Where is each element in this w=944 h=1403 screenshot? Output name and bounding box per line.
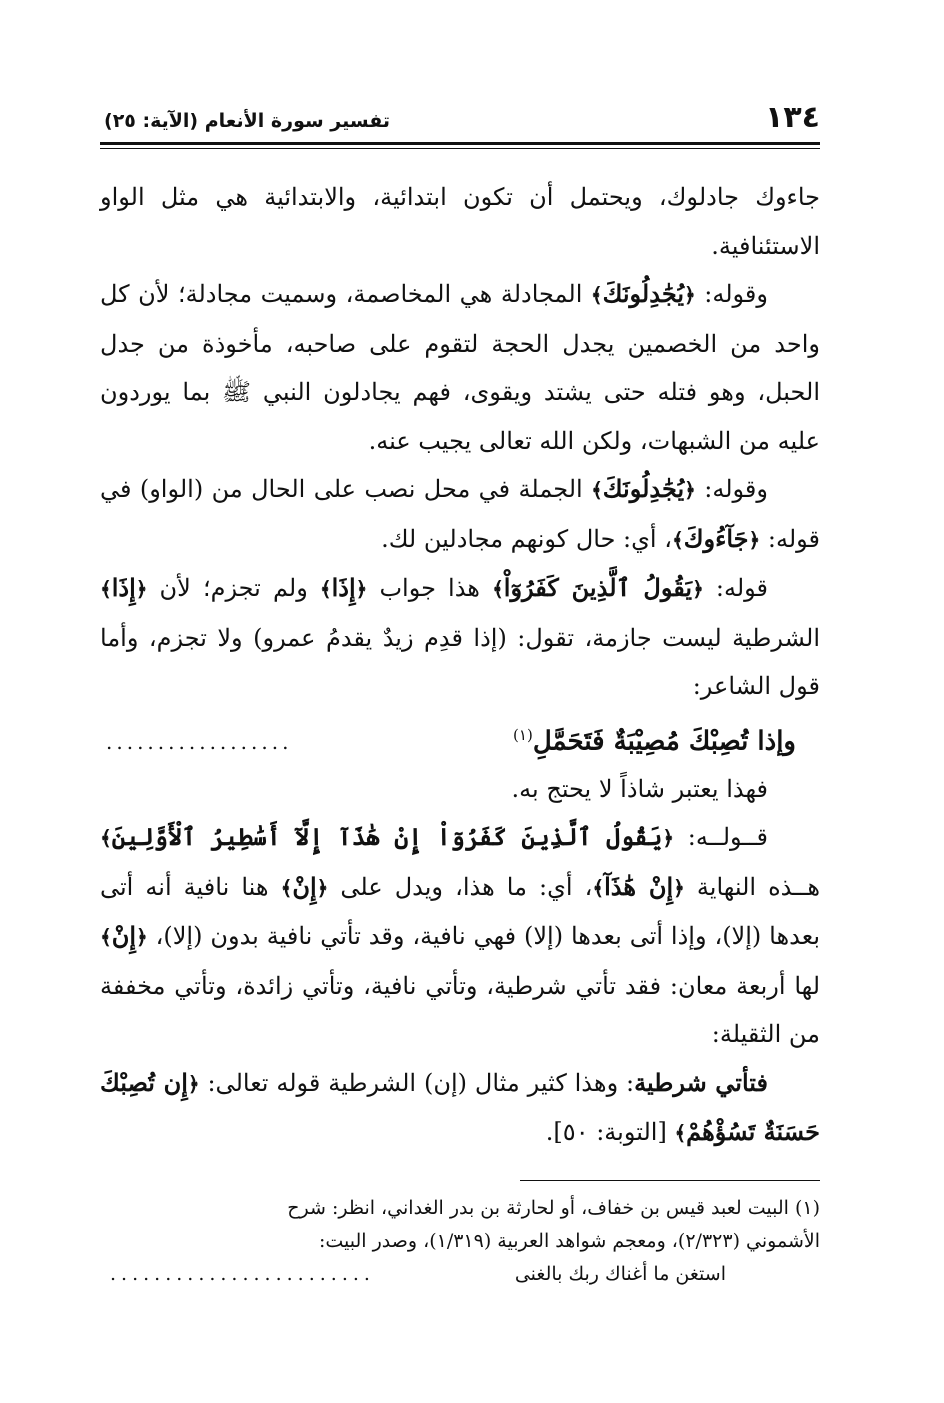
quran-bracket-close: ﴾	[590, 283, 603, 307]
footnote-line: (١) البيت لعبد قيس بن خفاف، أو لحارثة بن بدر الغداني، انظر: شرح	[287, 1197, 820, 1219]
quran-bracket-open: ﴿	[684, 283, 696, 307]
header-rule	[100, 142, 820, 149]
quran-bracket-open: ﴿	[316, 875, 329, 900]
running-title: تفسير سورة الأنعام (الآية: ٢٥)	[104, 110, 390, 132]
text-segment: لها أربعة معان: فقد تأتي شرطية، وتأتي نافية، وتأتي زائدة، وتأتي مخففة من الثقيلة:	[100, 971, 820, 1048]
main-text	[100, 173, 820, 1158]
verse-dots: ..................	[106, 730, 293, 755]
quran-quote: إِذَا	[331, 573, 356, 602]
footnote-poem-dots: ........................	[110, 1263, 375, 1285]
page-number: ١٣٤	[765, 100, 820, 135]
quran-quote: يُجَٰدِلُونَكَ	[602, 279, 685, 308]
quran-bracket-close: ﴾	[592, 875, 605, 900]
text-segment: هذا جواب	[367, 574, 493, 602]
quran-bracket-open: ﴿	[748, 527, 761, 552]
quran-bracket-close: ﴾	[100, 577, 112, 601]
footnote-marker: (١)	[513, 725, 533, 744]
poem-verse	[100, 711, 820, 765]
quran-quote: جَآءُوكَ	[683, 523, 749, 553]
quran-bracket-open: ﴿	[684, 478, 696, 502]
quran-quote: إِنْ	[292, 871, 317, 901]
verse-text: وإذا تُصِبْكَ مُصِيْبَةٌ فَتَحَمَّلِ	[532, 726, 796, 757]
text-segment: هــذه النهاية	[684, 872, 820, 901]
quran-bracket-open: ﴿	[135, 577, 148, 601]
quran-bracket-close: ﴾	[492, 577, 504, 601]
text-segment: هنا نافية أنه أتى بعدها (إلا)، وإذا أتى بعدها (إلا) فهي نافية، وقد تأتي نافية بدون (إلا)،	[100, 872, 820, 950]
book-page	[100, 92, 820, 1382]
quran-bracket-close: ﴾	[100, 826, 112, 850]
quran-bracket-open: ﴿	[662, 826, 675, 850]
quran-bracket-close: ﴾	[591, 478, 603, 502]
quran-quote: يَقُولُ ٱلَّذِينَ كَفَرُوٓاْ إِنْ هَٰذَآ إِلَّآ أَسَٰطِيرُ ٱلْأَوَّلِينَ	[111, 822, 663, 851]
quran-bracket-close: ﴾	[280, 875, 293, 900]
page-header	[100, 92, 820, 136]
text-segment: وقوله:	[695, 280, 768, 308]
quran-quote: إِنْ	[111, 921, 137, 950]
quran-bracket-open: ﴿	[187, 1071, 200, 1096]
quran-bracket-open: ﴿	[136, 925, 148, 949]
verse-hemistich	[513, 711, 796, 766]
quran-quote: إِن تُصِبْكَ حَسَنَةٌ تَسُؤْهُمْ	[100, 1067, 820, 1146]
text-segment: وقوله:	[695, 475, 768, 503]
quran-bracket-close: ﴾	[100, 925, 112, 949]
text-segment: [التوبة: ٥٠].	[545, 1118, 675, 1146]
paragraph-5: فهذا يعتبر شاذاً لا يحتج به.	[511, 774, 768, 803]
quran-bracket-close: ﴾	[671, 527, 684, 552]
paragraph-2	[100, 270, 820, 465]
quran-quote: يَقُولُ ٱلَّذِينَ كَفَرُوٓاْ	[503, 573, 693, 602]
paragraph-6	[100, 813, 820, 1059]
subheading-inline: فتأتي شرطية	[634, 1067, 769, 1097]
footnote-poem	[100, 1258, 820, 1291]
text-segment: الجملة في محل نصب على الحال من (الواو) في قوله:	[100, 475, 820, 553]
footnotes	[100, 1192, 820, 1291]
text-segment: الشرطية ليست جازمة، تقول: (إذا قدِم زيدٌ يقدمُ عمرو) ولا تجزم، وأما قول الشاعر:	[100, 623, 820, 700]
text-segment: : وهذا كثير مثال (إن) الشرطية قوله تعالى:	[199, 1068, 635, 1097]
paragraph-7	[100, 1059, 820, 1158]
text-segment: المجادلة هي المخاصمة، وسميت مجادلة؛ لأن كل واحد من الخصمين يجدل الحجة لتقوم على صاحبه، مأخوذة من جدل الحبل، وهو فتله حتى يشتد ويقوى، فهم يجادلون النبي ﷺ بما يوردون عليه من الشبهات، ولكن الله تعالى يجيب عنه.	[100, 280, 820, 455]
quran-bracket-open: ﴿	[692, 577, 704, 601]
footnote-poem-text: استغن ما أغناك ربك بالغنى	[514, 1263, 726, 1285]
text-segment: ، أي: حال كونهم مجادلين لك.	[381, 524, 672, 553]
text-segment: ، أي: ما هذا، ويدل على	[328, 872, 593, 901]
quran-bracket-close: ﴾	[674, 1121, 687, 1145]
text-segment: قوله:	[703, 574, 769, 602]
paragraph-1: جاءوك جادلوك، ويحتمل أن تكون ابتدائية، والابتدائية هي مثل الواو الاستئنافية.	[100, 183, 820, 260]
quran-bracket-close: ﴾	[319, 577, 332, 601]
paragraph-3	[100, 465, 820, 564]
quran-bracket-open: ﴿	[355, 577, 368, 601]
footnote-line: الأشموني (٢/٣٢٣)، ومعجم شواهد العربية (١/٣١٩)، وصدر البيت:	[318, 1230, 820, 1252]
quran-bracket-open: ﴿	[673, 875, 685, 900]
paragraph-4	[100, 564, 820, 711]
text-segment: قــولــه:	[674, 823, 768, 851]
text-segment: ولم تجزم؛ لأن	[147, 574, 320, 602]
quran-quote: يُجَٰدِلُونَكَ	[602, 474, 685, 503]
quran-quote: إِنْ هَٰذَآ	[604, 871, 674, 901]
quran-quote: إِذَا	[111, 573, 136, 602]
